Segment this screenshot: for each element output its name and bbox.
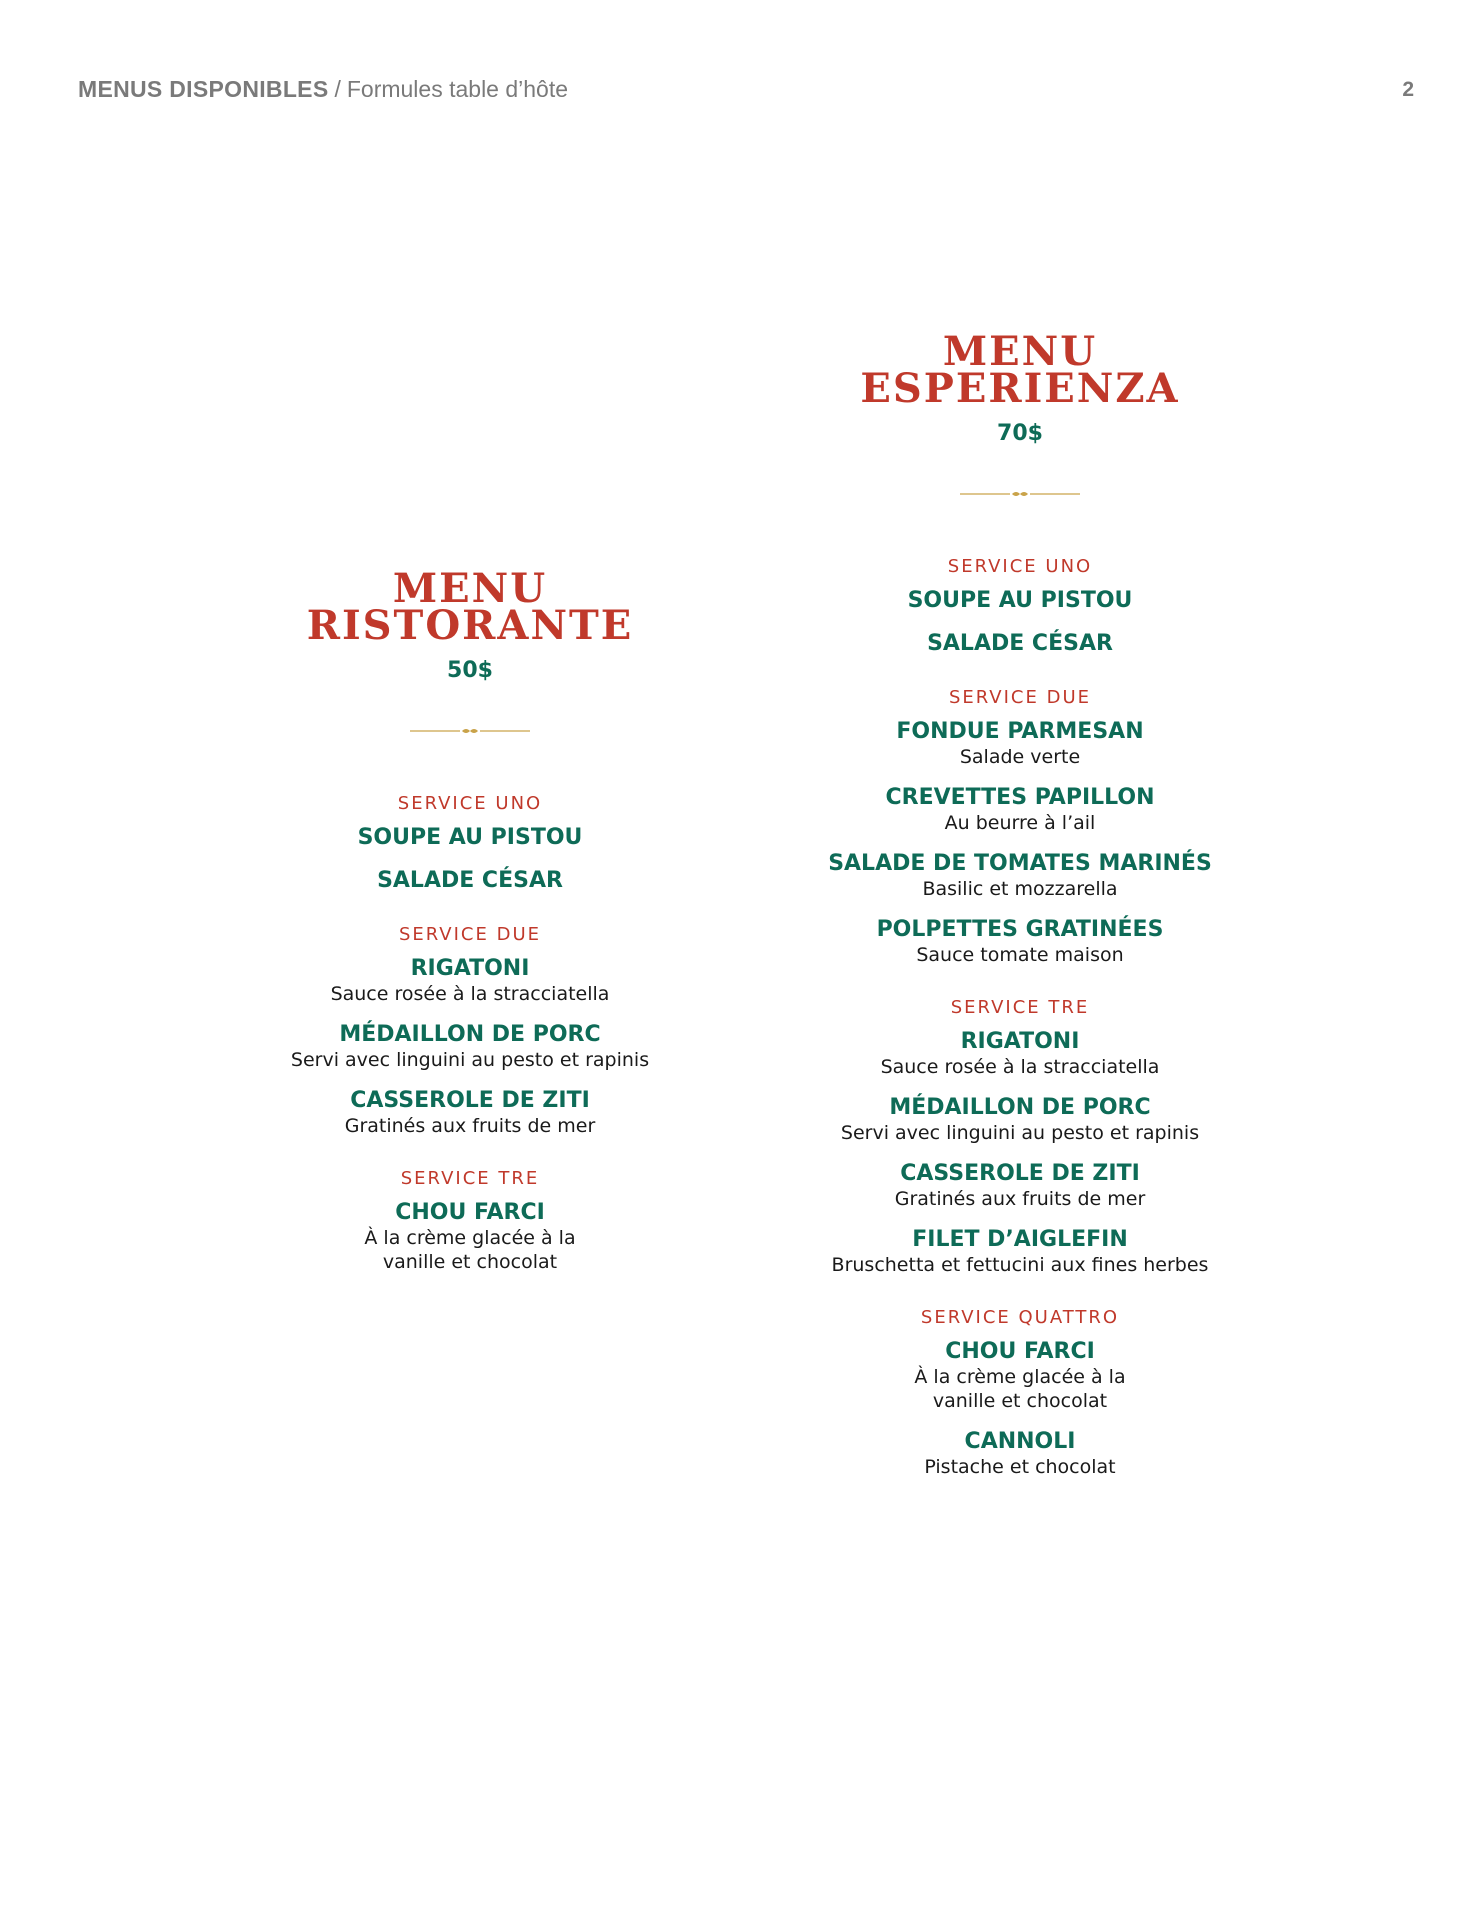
dish-name: SALADE CÉSAR: [927, 631, 1113, 656]
header-separator: /: [334, 76, 341, 102]
service-section: [240, 924, 700, 1138]
menu-price: 70$: [997, 421, 1043, 446]
service-label: SERVICE TRE: [400, 1168, 540, 1189]
dish-name: CREVETTES PAPILLON: [885, 785, 1155, 810]
dish-description: Servi avec linguini au pesto et rapinis: [840, 1122, 1200, 1144]
menu-title-line: MENU: [942, 328, 1098, 375]
dish-item: [770, 1028, 1270, 1079]
dish-name: SALADE DE TOMATES MARINÉS: [828, 851, 1212, 876]
dish-description: Sauce rosée à la stracciatella: [880, 1056, 1160, 1078]
service-section: [770, 1307, 1270, 1479]
dish-name: CHOU FARCI: [395, 1200, 545, 1225]
menu-title: [770, 328, 1270, 412]
menu-title-line: ESPERIENZA: [860, 365, 1180, 412]
dish-description: Sauce rosée à la stracciatella: [330, 983, 610, 1005]
service-label: SERVICE QUATTRO: [920, 1307, 1120, 1328]
dish-item: [770, 587, 1270, 614]
service-section: [240, 793, 700, 894]
dish-name: RIGATONI: [410, 956, 530, 981]
dish-description: Gratinés aux fruits de mer: [344, 1115, 596, 1137]
dish-name: RIGATONI: [960, 1029, 1080, 1054]
service-section: [770, 687, 1270, 967]
service-label: SERVICE UNO: [947, 556, 1093, 577]
dish-name: MÉDAILLON DE PORC: [889, 1095, 1151, 1120]
menu-title-line: MENU: [392, 565, 548, 612]
dish-name: CASSEROLE DE ZITI: [350, 1088, 590, 1113]
dish-item: [240, 955, 700, 1006]
dish-item: [770, 1428, 1270, 1479]
dish-description: À la crème glacée à la vanille et chocolat: [364, 1227, 576, 1273]
dish-item: [770, 1338, 1270, 1413]
menu-ristorante: [240, 565, 700, 1304]
service-section: [770, 556, 1270, 657]
dish-item: [770, 1094, 1270, 1145]
service-label: SERVICE DUE: [948, 687, 1091, 708]
dish-name: SALADE CÉSAR: [377, 868, 563, 893]
menu-title: [240, 565, 700, 649]
dish-description: Salade verte: [959, 746, 1081, 768]
menu-esperienza: [770, 328, 1270, 1509]
page-number: 2: [1402, 78, 1414, 101]
dish-item: [240, 824, 700, 851]
ornament-divider: [410, 727, 530, 735]
dish-item: [240, 1199, 700, 1274]
dish-item: [770, 916, 1270, 967]
dish-name: FONDUE PARMESAN: [896, 719, 1144, 744]
dish-item: [770, 630, 1270, 657]
service-label: SERVICE UNO: [397, 793, 543, 814]
dish-item: [240, 867, 700, 894]
dish-item: [240, 1021, 700, 1072]
dish-description: Bruschetta et fettucini aux fines herbes: [831, 1254, 1209, 1276]
dish-name: FILET D’AIGLEFIN: [912, 1227, 1128, 1252]
dish-item: [770, 850, 1270, 901]
dish-description: Pistache et chocolat: [924, 1456, 1116, 1478]
dish-name: MÉDAILLON DE PORC: [339, 1022, 601, 1047]
service-section: [770, 997, 1270, 1277]
dish-item: [770, 1160, 1270, 1211]
dish-description: Sauce tomate maison: [916, 944, 1124, 966]
dish-item: [770, 1226, 1270, 1277]
dish-description: Servi avec linguini au pesto et rapinis: [290, 1049, 650, 1071]
dish-name: SOUPE AU PISTOU: [357, 825, 583, 850]
dish-name: POLPETTES GRATINÉES: [876, 917, 1164, 942]
dish-description: Au beurre à l’ail: [944, 812, 1096, 834]
dish-name: CASSEROLE DE ZITI: [900, 1161, 1140, 1186]
header-section: MENUS DISPONIBLES: [78, 76, 329, 102]
menu-price: 50$: [447, 658, 493, 683]
dish-description: Basilic et mozzarella: [922, 878, 1118, 900]
page-header: [78, 76, 568, 103]
dish-item: [770, 784, 1270, 835]
dish-name: CHOU FARCI: [945, 1339, 1095, 1364]
dish-description: Gratinés aux fruits de mer: [894, 1188, 1146, 1210]
dish-description: À la crème glacée à la vanille et chocolat: [914, 1366, 1126, 1412]
service-label: SERVICE TRE: [950, 997, 1090, 1018]
header-subtitle: Formules table d’hôte: [346, 76, 569, 102]
dish-item: [240, 1087, 700, 1138]
menu-title-line: RISTORANTE: [306, 602, 634, 649]
ornament-divider: [960, 490, 1080, 498]
dish-item: [770, 718, 1270, 769]
service-label: SERVICE DUE: [398, 924, 541, 945]
dish-name: SOUPE AU PISTOU: [907, 588, 1133, 613]
service-section: [240, 1168, 700, 1274]
dish-name: CANNOLI: [964, 1429, 1076, 1454]
